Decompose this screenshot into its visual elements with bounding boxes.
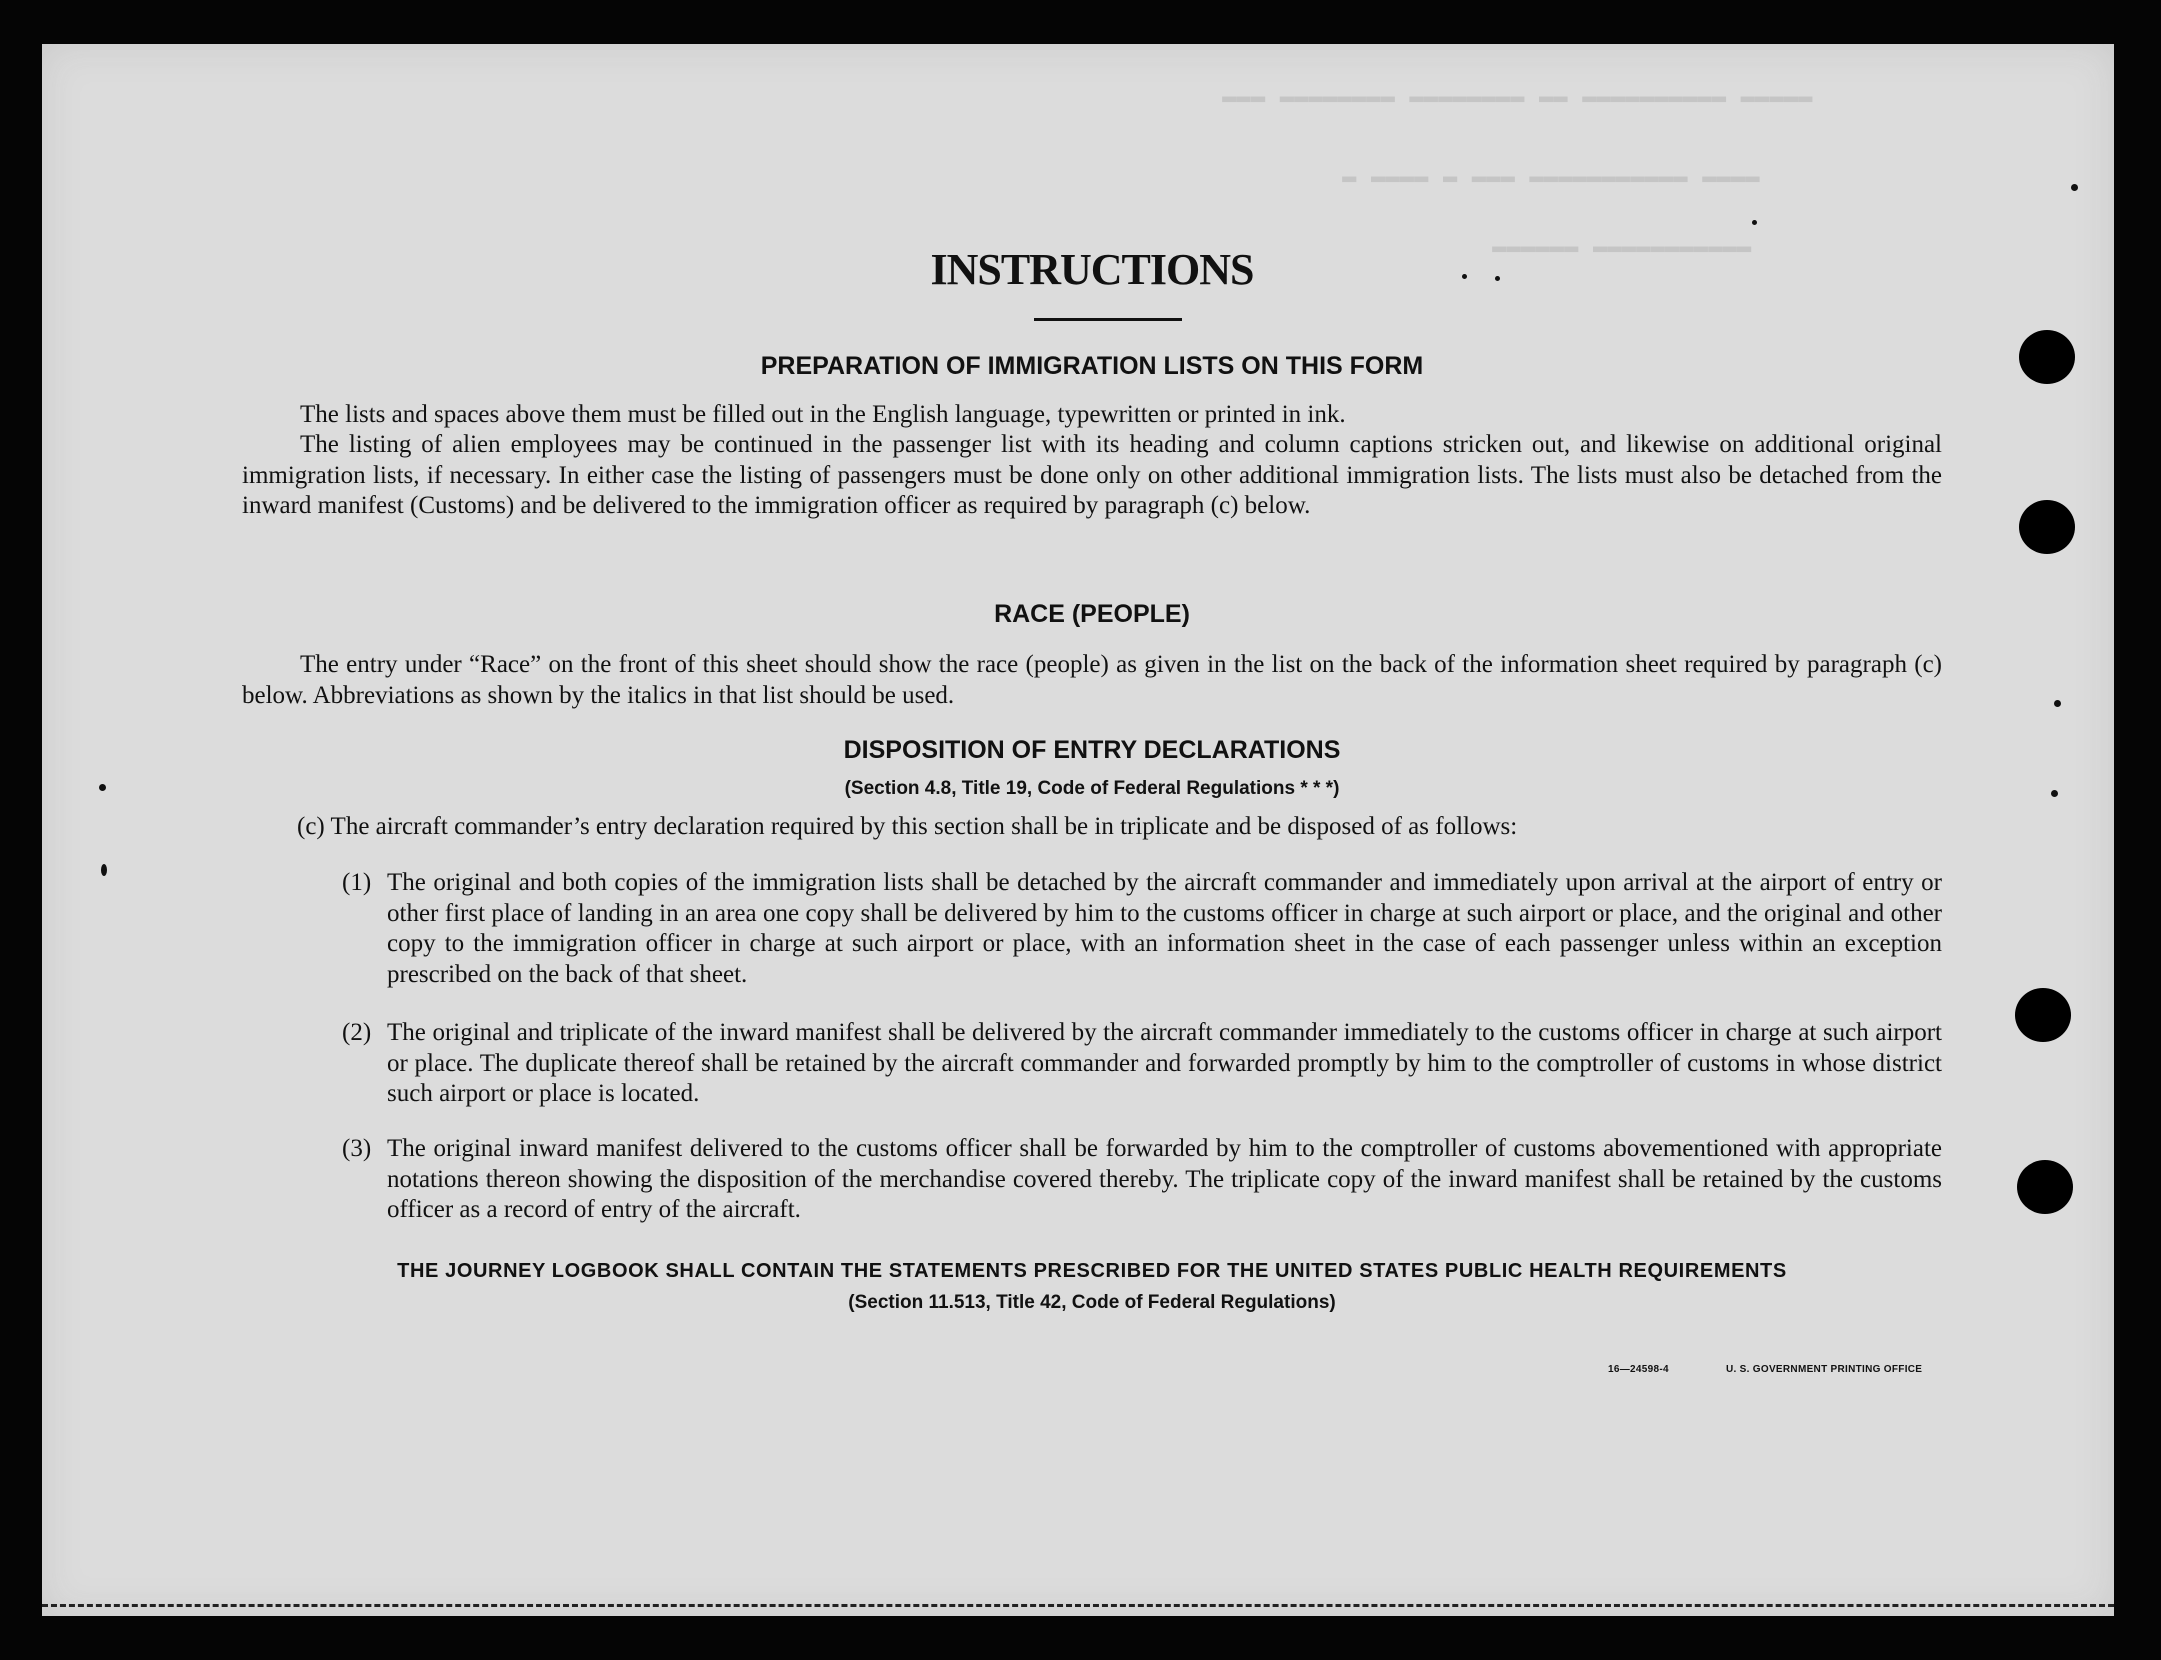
preparation-heading: PREPARATION OF IMMIGRATION LISTS ON THIS FORM xyxy=(760,352,1424,380)
ink-speck xyxy=(1752,220,1757,225)
item-number: (2) xyxy=(342,1019,372,1046)
ink-speck xyxy=(2071,184,2078,191)
disposition-item-1 xyxy=(342,868,1942,990)
race-heading: RACE (PEOPLE) xyxy=(994,600,1190,628)
disposition-item-3 xyxy=(342,1134,1942,1226)
show-through-text: ▬▬▬▬▬ ▬▬▬▬▬▬▬▬▬▬ ▬▬ ▬▬▬▬▬▬▬▬ ▬▬▬▬▬▬▬▬ ▬▬▬ xyxy=(1222,84,1813,111)
logbook-citation: (Section 11.513, Title 42, Code of Federal Regulations) xyxy=(848,1292,1336,1313)
preparation-paragraph-2: The listing of alien employees may be continued in the passenger list with its heading and column captions stricken out, and likewise on additional original immigration lists, if necessary. In either case the listing of passengers must be done only on other additional immigration lists. The lists must also be detached from the inward manifest (Customs) and be delivered to the immigration officer as required by paragraph (c) below. xyxy=(242,431,1942,519)
item-number: (3) xyxy=(342,1135,372,1162)
document-page xyxy=(42,44,2114,1616)
ink-speck xyxy=(2051,790,2058,797)
show-through-text: ▬▬▬▬▬▬▬▬▬▬▬ ▬▬▬▬▬▬ xyxy=(1492,234,1752,261)
item-text: The original and triplicate of the inward manifest shall be delivered by the aircraft commander immediately to the customs officer in charge at such airport or place. The duplicate thereof shall be retained by the aircraft commander and forwarded promptly by him to the comptroller of customs in whose district such airport or place is located. xyxy=(387,1019,1942,1107)
form-code: 16—24598-4 xyxy=(1608,1364,1669,1375)
item-text: The original inward manifest delivered to the customs officer shall be forwarded by him to the comptroller of customs abovementioned with appropriate notations thereon showing the disposition of the merchandise covered thereby. The triplicate copy of the inward manifest shall be retained by the customs officer as a record of entry of the aircraft. xyxy=(387,1135,1942,1223)
preparation-paragraph-1: The lists and spaces above them must be filled out in the English language, typewritten or printed in ink. xyxy=(300,401,1346,428)
ink-speck xyxy=(99,784,106,791)
punch-hole xyxy=(2015,988,2071,1042)
title-underline xyxy=(1034,318,1182,321)
disposition-citation: (Section 4.8, Title 19, Code of Federal Regulations * * *) xyxy=(844,778,1340,799)
punch-hole xyxy=(2017,1160,2073,1214)
ink-speck xyxy=(2054,700,2061,707)
disposition-heading: DISPOSITION OF ENTRY DECLARATIONS xyxy=(843,736,1341,764)
punch-hole xyxy=(2019,330,2075,384)
disposition-intro: (c) The aircraft commander’s entry declaration required by this section shall be in triplicate and be disposed of as follows: xyxy=(297,813,1518,840)
item-text: The original and both copies of the immigration lists shall be detached by the aircraft commander and immediately upon arrival at the airport of entry or other first place of landing in an area one copy shall be delivered by him to the customs officer in charge at such airport or place, and the original and other copy to the immigration officer in charge at such airport or place, with an information sheet in the case of each passenger unless within an exception prescribed on the back of that sheet. xyxy=(387,869,1942,988)
disposition-item-2 xyxy=(342,1018,1942,1110)
page-title: INSTRUCTIONS xyxy=(930,245,1254,294)
perforation-line xyxy=(42,1604,2114,1607)
item-number: (1) xyxy=(342,869,372,896)
logbook-statement: THE JOURNEY LOGBOOK SHALL CONTAIN THE STATEMENTS PRESCRIBED FOR THE UNITED STATES PUBLIC HEALTH REQUIREMENTS xyxy=(397,1260,1787,1282)
printer-imprint: U. S. GOVERNMENT PRINTING OFFICE xyxy=(1726,1364,1923,1375)
ink-speck xyxy=(101,864,107,876)
punch-hole xyxy=(2019,500,2075,554)
race-paragraph: The entry under “Race” on the front of this sheet should show the race (people) as given in the list on the back of the information sheet required by paragraph (c) below. Abbreviations as shown by the italics in that list should be used. xyxy=(242,651,1942,709)
show-through-text: ▬▬▬▬ ▬▬▬▬▬▬▬▬▬▬▬ ▬▬▬ ▬ ▬▬▬▬ ▬ xyxy=(1342,164,1760,191)
